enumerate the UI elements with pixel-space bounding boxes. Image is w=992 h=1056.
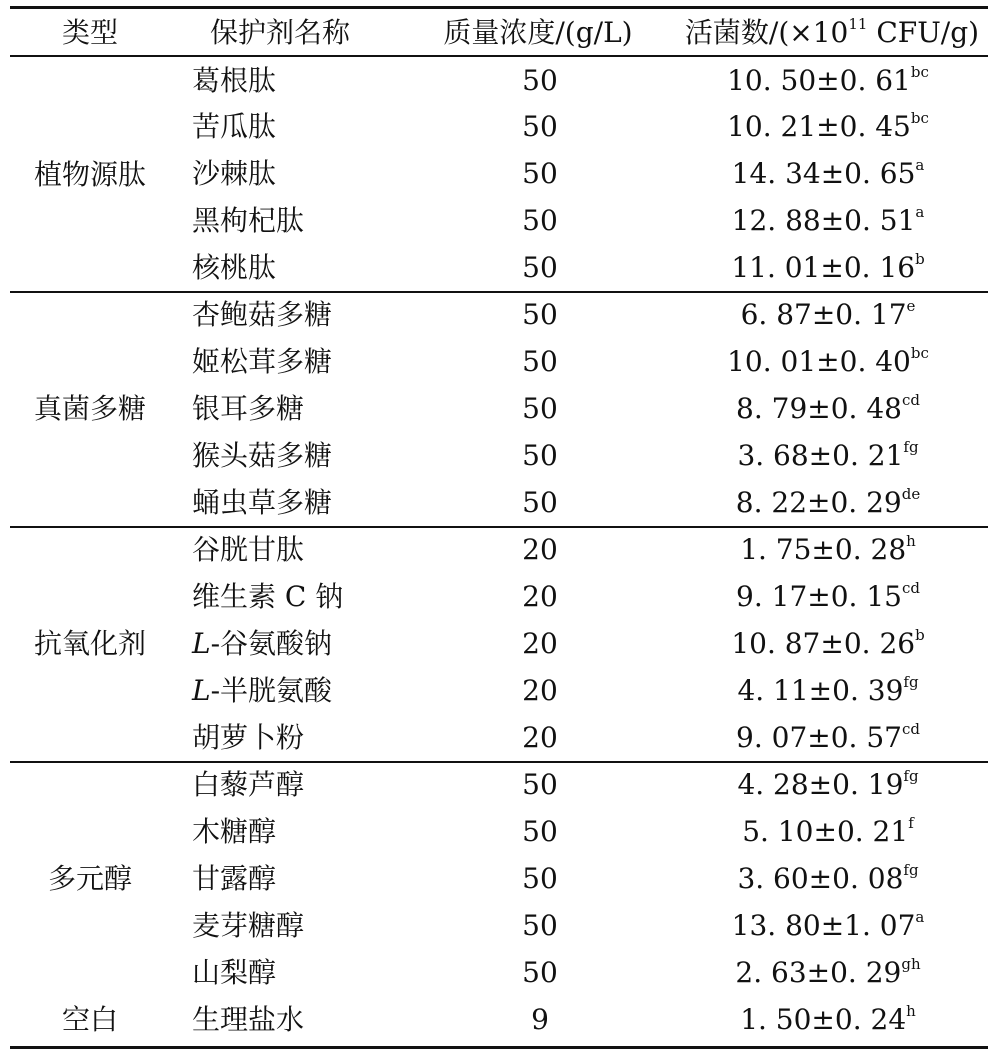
concentration-value: 50 [522, 345, 558, 378]
concentration-value: 50 [522, 64, 558, 97]
concentration-value: 20 [522, 674, 558, 707]
viable-count-mean-sd: 3. 68±0. 21 [737, 439, 904, 472]
viable-count-value [680, 721, 976, 755]
significance-letter: a [915, 156, 925, 174]
viable-count-value [680, 909, 976, 943]
group-divider [10, 526, 988, 528]
protectant-name-text: 麦芽糖醇 [192, 909, 305, 942]
protectant-name-text: 谷胱甘肽 [192, 533, 305, 566]
protectant-name [192, 815, 276, 849]
viable-count-mean-sd: 9. 17±0. 15 [736, 580, 902, 613]
viable-count-value [680, 580, 976, 614]
viable-count-mean-sd: 10. 87±0. 26 [731, 627, 916, 660]
protectant-name [192, 345, 332, 379]
viable-count-value [680, 439, 976, 473]
protectant-name [192, 298, 332, 332]
viable-count-value [680, 674, 976, 708]
concentration-value: 50 [522, 956, 558, 989]
significance-letter: b [915, 250, 925, 268]
concentration-value: 9 [531, 1003, 549, 1036]
header-viable-count-text: 活菌数/(×10 [684, 16, 849, 49]
header-rule [10, 55, 988, 57]
protectant-name-text: -谷氨酸钠 [210, 627, 333, 660]
protectant-name-text: 猴头菇多糖 [192, 439, 333, 472]
concentration-value: 50 [522, 157, 558, 190]
concentration-value: 50 [522, 251, 558, 284]
viable-count-value [680, 345, 976, 379]
protectant-name-text: 维生素 C 钠 [192, 580, 344, 613]
header-exponent: 11 [848, 15, 868, 33]
significance-letter: bc [910, 344, 929, 362]
viable-count-value [680, 64, 976, 98]
significance-letter: cd [901, 391, 920, 409]
header-concentration: 质量浓度/(g/L) [443, 16, 633, 49]
concentration-value: 50 [522, 862, 558, 895]
header-viable-count [676, 16, 988, 50]
concentration-value: 50 [522, 392, 558, 425]
concentration-value: 50 [522, 909, 558, 942]
viable-count-mean-sd: 10. 01±0. 40 [727, 345, 911, 378]
protectant-name [192, 392, 304, 426]
significance-letter: cd [901, 720, 920, 738]
viable-count-value [680, 627, 976, 661]
viable-count-mean-sd: 3. 60±0. 08 [737, 862, 904, 895]
bottom-rule [10, 1046, 988, 1049]
concentration-value: 20 [522, 580, 558, 613]
protectant-name [192, 64, 276, 98]
viable-count-mean-sd: 13. 80±1. 07 [731, 909, 916, 942]
viable-count-value [680, 1003, 976, 1037]
concentration-value: 50 [522, 815, 558, 848]
isomer-prefix: L [192, 627, 211, 660]
viable-count-value [680, 862, 976, 896]
protectant-name-text: 黑枸杞肽 [192, 204, 305, 237]
viable-count-value [680, 815, 976, 849]
significance-letter: cd [901, 579, 920, 597]
protectant-name [192, 251, 276, 285]
viable-count-mean-sd: 8. 79±0. 48 [736, 392, 902, 425]
viable-count-mean-sd: 8. 22±0. 29 [735, 486, 902, 519]
significance-letter: de [901, 485, 921, 503]
protectant-name [192, 862, 276, 896]
group-type-label: 真菌多糖 [33, 392, 146, 425]
group-type-label: 多元醇 [47, 862, 132, 895]
protectant-name [192, 533, 304, 567]
protectant-name-text: 胡萝卜粉 [192, 721, 305, 754]
top-rule [10, 6, 988, 9]
significance-letter: bc [910, 109, 929, 127]
concentration-value: 20 [522, 627, 558, 660]
protectant-name [192, 580, 343, 614]
header-viable-count-unit: CFU/g) [867, 16, 980, 49]
protectant-name-text: 核桃肽 [192, 251, 277, 284]
protectant-name-text: -半胱氨酸 [210, 674, 333, 707]
protectant-name [192, 110, 276, 144]
viable-count-value [680, 768, 976, 802]
viable-count-mean-sd: 12. 88±0. 51 [731, 204, 916, 237]
significance-letter: a [915, 908, 925, 926]
viable-count-value [680, 251, 976, 285]
group-type-label: 空白 [61, 1003, 118, 1036]
concentration-value: 50 [522, 110, 558, 143]
protectant-name-text: 木糖醇 [192, 815, 277, 848]
protectant-name [192, 674, 332, 708]
protectant-name-text: 白藜芦醇 [192, 768, 305, 801]
viable-count-mean-sd: 5. 10±0. 21 [742, 815, 909, 848]
significance-letter: e [906, 297, 916, 315]
protectant-name-text: 苦瓜肽 [192, 110, 277, 143]
group-type-label: 植物源肽 [33, 157, 146, 191]
concentration-value: 50 [522, 439, 558, 472]
viable-count-value [680, 956, 976, 990]
protectant-name [192, 157, 276, 191]
group-divider [10, 761, 988, 763]
significance-letter: h [906, 1002, 916, 1020]
viable-count-mean-sd: 10. 21±0. 45 [727, 110, 911, 143]
viable-count-mean-sd: 4. 28±0. 19 [737, 768, 904, 801]
viable-count-value [680, 392, 976, 426]
header-type: 类型 [61, 16, 118, 49]
protectant-name [192, 486, 332, 520]
viable-count-mean-sd: 6. 87±0. 17 [740, 298, 907, 331]
concentration-value: 50 [522, 298, 558, 331]
protectant-name-text: 姬松茸多糖 [192, 345, 333, 378]
significance-letter: gh [901, 955, 921, 973]
significance-letter: h [906, 532, 916, 550]
significance-letter: fg [903, 861, 919, 879]
viable-count-mean-sd: 9. 07±0. 57 [736, 721, 902, 754]
viable-count-value [680, 298, 976, 332]
protectant-name [192, 627, 332, 661]
group-type-label: 抗氧化剂 [33, 627, 146, 660]
group-divider [10, 291, 988, 293]
viable-count-mean-sd: 11. 01±0. 16 [731, 251, 916, 284]
viable-count-value [680, 110, 976, 144]
protectant-name [192, 768, 304, 802]
viable-count-mean-sd: 4. 11±0. 39 [737, 674, 904, 707]
significance-letter: b [915, 626, 925, 644]
significance-letter: fg [903, 438, 919, 456]
protectant-name-text: 山梨醇 [192, 956, 277, 989]
concentration-value: 50 [522, 204, 558, 237]
concentration-value: 50 [522, 486, 558, 519]
significance-letter: a [915, 203, 925, 221]
viable-count-mean-sd: 14. 34±0. 65 [731, 157, 916, 190]
viable-count-mean-sd: 10. 50±0. 61 [727, 64, 911, 97]
protectant-name-text: 甘露醇 [192, 862, 277, 895]
protectant-name [192, 204, 304, 238]
viable-count-mean-sd: 1. 50±0. 24 [740, 1003, 907, 1036]
viable-count-value [680, 533, 976, 567]
protectant-name-text: 生理盐水 [192, 1003, 305, 1036]
concentration-value: 50 [522, 768, 558, 801]
significance-letter: bc [910, 63, 929, 81]
viable-count-mean-sd: 2. 63±0. 29 [735, 956, 902, 989]
protectant-name [192, 721, 304, 755]
header-protectant-name: 保护剂名称 [210, 16, 351, 49]
significance-letter: f [908, 814, 914, 832]
significance-letter: fg [903, 673, 919, 691]
protectant-name-text: 银耳多糖 [192, 392, 305, 425]
concentration-value: 20 [522, 721, 558, 754]
protectant-name-text: 杏鲍菇多糖 [192, 298, 333, 331]
protectant-name-text: 葛根肽 [192, 64, 277, 97]
viable-count-value [680, 486, 976, 520]
significance-letter: fg [903, 767, 919, 785]
concentration-value: 20 [522, 533, 558, 566]
viable-count-mean-sd: 1. 75±0. 28 [740, 533, 907, 566]
protectant-name-text: 沙棘肽 [192, 157, 277, 190]
protectant-name [192, 956, 276, 990]
protectant-name-text: 蛹虫草多糖 [192, 486, 333, 519]
protectant-name [192, 909, 304, 943]
protectant-name [192, 1003, 304, 1037]
protectant-name [192, 439, 332, 473]
viable-count-value [680, 157, 976, 191]
viable-count-value [680, 204, 976, 238]
isomer-prefix: L [192, 674, 211, 707]
